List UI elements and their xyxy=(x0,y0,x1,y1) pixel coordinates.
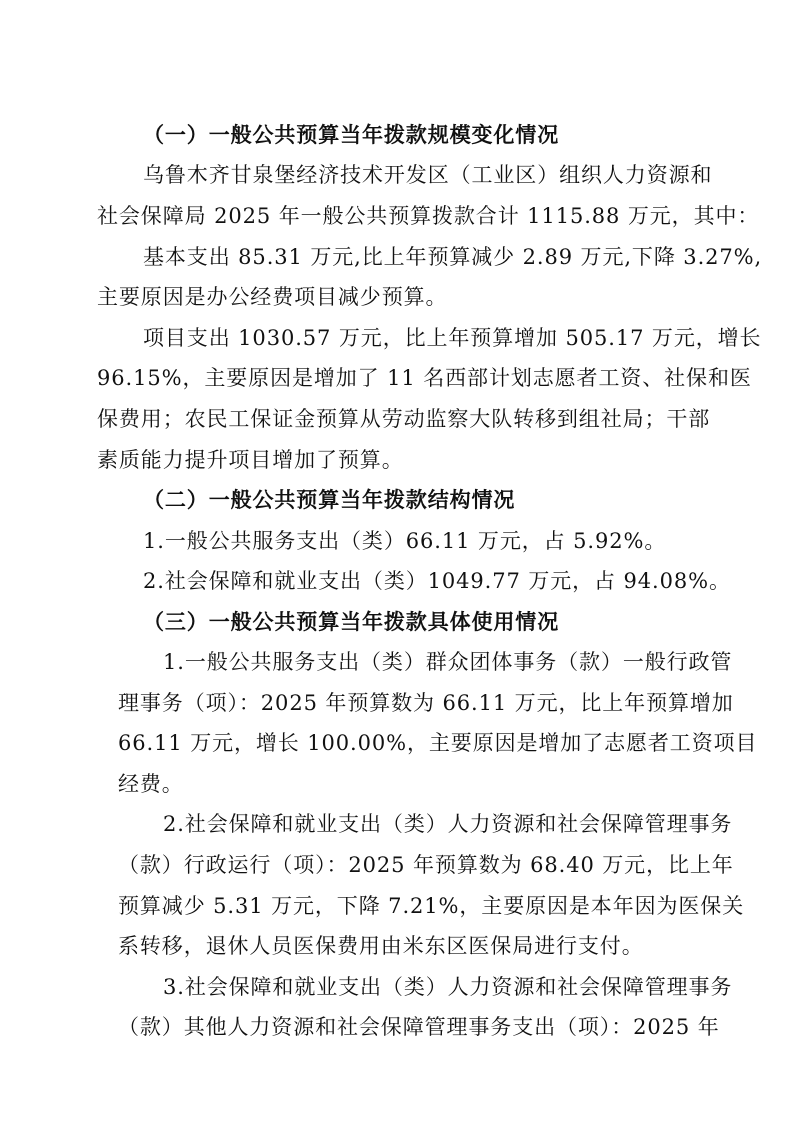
text-line: 预算减少 5.31 万元，下降 7.21%，主要原因是本年因为医保关 xyxy=(118,894,745,918)
text-line: 主要原因是办公经费项目减少预算。 xyxy=(97,285,448,309)
text-line: 保费用；农民工保证金预算从劳动监察大队转移到组社局；干部 xyxy=(97,407,711,431)
heading-scale-change: （一）一般公共预算当年拨款规模变化情况 xyxy=(143,122,560,147)
text-line: （款）其他人力资源和社会保障管理事务支出（项）：2025 年 xyxy=(118,1015,720,1039)
text-line: （款）行政运行（项）：2025 年预算数为 68.40 万元，比上年 xyxy=(118,853,734,877)
text-line: 系转移，退休人员医保费用由米东区医保局进行支付。 xyxy=(118,934,644,958)
heading-structure: （二）一般公共预算当年拨款结构情况 xyxy=(143,487,516,512)
text-line: 社会保障局 2025 年一般公共预算拨款合计 1115.88 万元，其中： xyxy=(97,204,760,228)
text-line: 3.社会保障和就业支出（类）人力资源和社会保障管理事务 xyxy=(163,975,733,999)
structure-item-general-services: 1.一般公共服务支出（类）66.11 万元，占 5.92%。 xyxy=(143,529,667,553)
text-line: 乌鲁木齐甘泉堡经济技术开发区（工业区）组织人力资源和 xyxy=(143,163,713,187)
structure-item-social-security: 2.社会保障和就业支出（类）1049.77 万元，占 94.08%。 xyxy=(143,569,731,593)
text-line: 理事务（项）：2025 年预算数为 66.11 万元，比上年预算增加 xyxy=(118,691,734,715)
text-line: 经费。 xyxy=(118,772,184,796)
text-line: 基本支出 85.31 万元,比上年预算减少 2.89 万元,下降 3.27%, xyxy=(143,245,763,269)
text-line: 1.一般公共服务支出（类）群众团体事务（款）一般行政管 xyxy=(163,650,733,674)
text-line: 素质能力提升项目增加了预算。 xyxy=(97,448,404,472)
text-line: 2.社会保障和就业支出（类）人力资源和社会保障管理事务 xyxy=(163,812,733,836)
text-line: 66.11 万元，增长 100.00%，主要原因是增加了志愿者工资项目 xyxy=(118,731,758,755)
heading-specific-usage: （三）一般公共预算当年拨款具体使用情况 xyxy=(143,609,560,634)
text-line: 96.15%，主要原因是增加了 11 名西部计划志愿者工资、社保和医 xyxy=(97,366,752,390)
text-line: 项目支出 1030.57 万元，比上年预算增加 505.17 万元，增长 xyxy=(143,326,762,350)
